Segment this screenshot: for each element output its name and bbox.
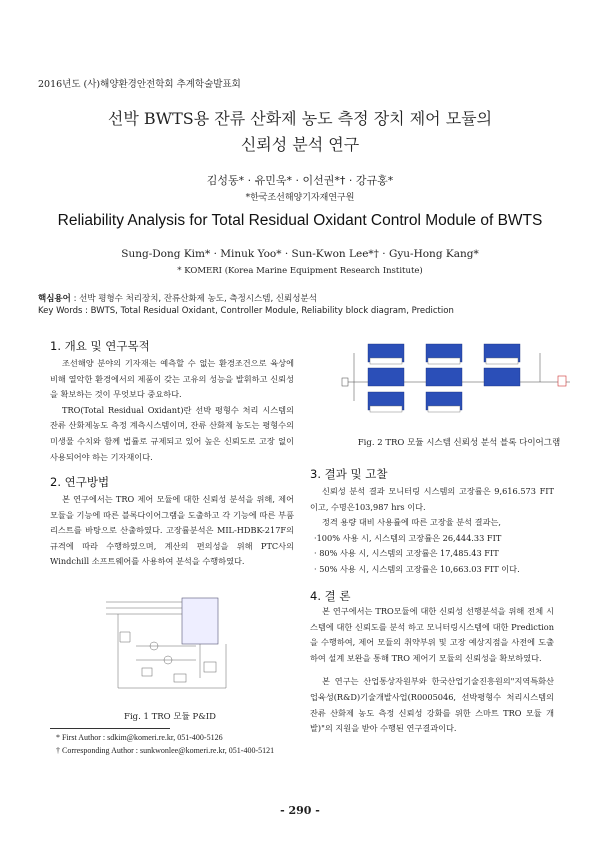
section-2-body: [50, 492, 294, 570]
authors-ko: 김성동* · 유민욱* · 이선권*† · 강규홍*: [206, 174, 394, 187]
section-3-list-item: · 50% 사용 시, 시스템의 고장률은 10,663.03 FIT 이다.: [314, 563, 520, 574]
title-en: Reliability Analysis for Total Residual Oxidant Control Module of BWTS: [57, 212, 543, 229]
keywords-ko: [38, 292, 317, 304]
section-3-para-1: 신뢰성 분석 결과 모니터링 시스템의 고장률은 9,616.573 FIT 이고, 수명은103,987 hrs 이다.: [310, 486, 554, 512]
section-3-list-item: · 80% 사용 시, 시스템의 고장률은 17,485.43 FIT: [314, 548, 499, 559]
fig2-caption: Fig. 2 TRO 모듈 시스템 신뢰성 분석 블록 다이어그램: [357, 438, 561, 448]
footnote-corresponding-author: † Corresponding Author : sunkwonlee@komeri.re.kr, 051-400-5121: [56, 746, 275, 755]
keywords-en-text: : BWTS, Total Residual Oxidant, Controller Module, Reliability block diagram, Prediction: [85, 306, 454, 316]
keywords-ko-label: 핵심용어: [38, 294, 71, 304]
conference-header: 2016년도 (사)해양환경안전학회 추계학술발표회: [38, 79, 241, 90]
footnote-first-author: * First Author : sdkim@komeri.re.kr, 051-400-5126: [56, 733, 223, 742]
section-2-para-1: 본 연구에서는 TRO 제어 모듈에 대한 신뢰성 분석을 위해, 제어 모듈을 기능에 따른 블록다이어그램을 도출하고 각 기능에 따른 부품 리스트를 바탕으로 산출하였다. 고장률분석은 MIL-HDBK-217F의 규격에 따라 수행하였으며, 계산의 편의성을 위해 PTC사의 Windchill 소프트웨어를 사용하여 분석을 수행하였다.: [50, 494, 294, 567]
affiliation-en: * KOMERI (Korea Marine Equipment Research Institute): [177, 266, 423, 276]
footnote-divider: [50, 728, 170, 729]
keywords-en-label: Key Words: [38, 306, 83, 316]
section-3-heading: 3. 결과 및 고찰: [310, 467, 388, 481]
section-4-para-2: 본 연구는 산업통상자원부와 한국산업기술진흥원의"지역특화산업육성(R&D)기술개발사업(R0005046, 선박평형수 처리시스템의 잔류 산화제 농도 측정 신뢰성 강화를 위한 스마트 TRO 모듈 개발)"의 지원을 받아 수행된 연구결과이다.: [310, 676, 554, 734]
keywords-en: [38, 306, 454, 316]
title-ko-line1: 선박 BWTS용 잔류 산화제 농도 측정 장치 제어 모듈의: [107, 109, 493, 128]
section-1-para-1: 조선해양 분야의 기자재는 예측할 수 없는 환경조건으로 육상에 비해 열악한 환경에서의 제품이 갖는 고유의 성능을 발휘하고 신뢰성을 확보하는 것이 무엇보다 중요하다.: [50, 358, 294, 400]
section-1-body: [50, 356, 294, 465]
title-ko-line2: 신뢰성 분석 연구: [240, 135, 360, 154]
section-3-para-2: 정격 용량 대비 사용률에 따른 고장율 분석 결과는,: [322, 517, 502, 528]
fig1-pid-diagram: [96, 588, 246, 700]
section-4-heading: 4. 결 론: [310, 589, 351, 603]
section-4-body: [310, 604, 554, 737]
authors-en: Sung-Dong Kim* · Minuk Yoo* · Sun-Kwon Lee*† · Gyu-Hong Kang*: [121, 248, 479, 260]
section-4-para-1: 본 연구에서는 TRO모듈에 대한 신뢰성 선행분석을 위해 전체 시스템에 대한 신뢰도를 분석 하고 모니터링시스템에 대한 Prediction을 수행하여, 제어 모듈의 취약부위 및 고장 예상지점을 사전에 도출 하여 설계 보완을 통해 TRO 제어기 모듈의 신뢰성을 확보하였다.: [310, 606, 554, 663]
affiliation-ko: *한국조선해양기자재연구원: [245, 193, 355, 203]
section-3-body: [310, 484, 554, 578]
fig2-block-diagram: [340, 336, 580, 428]
keywords-ko-text: : 선박 평형수 처리장치, 잔류산화제 농도, 측정시스템, 신뢰성분석: [73, 294, 317, 304]
section-3-list: [310, 531, 554, 578]
section-1-para-2: TRO(Total Residual Oxidant)란 선박 평형수 처리 시스템의 잔류 산화제농도 측정 계측시스템이며, 잔류 산화제 농도는 평형수의 미생물 수치와 함께 법률로 규제되고 있어 높은 신뢰도로 고장 없이 사용되어야 하는 기자재이다.: [50, 404, 294, 462]
section-3-list-item: ·100% 사용 시, 시스템의 고장률은 26,444.33 FIT: [314, 532, 502, 543]
section-2-heading: 2. 연구방법: [50, 475, 110, 489]
section-1-heading: 1. 개요 및 연구목적: [50, 339, 150, 353]
page-number: - 290 -: [280, 804, 320, 817]
fig1-caption: Fig. 1 TRO 모듈 P&ID: [124, 712, 216, 722]
